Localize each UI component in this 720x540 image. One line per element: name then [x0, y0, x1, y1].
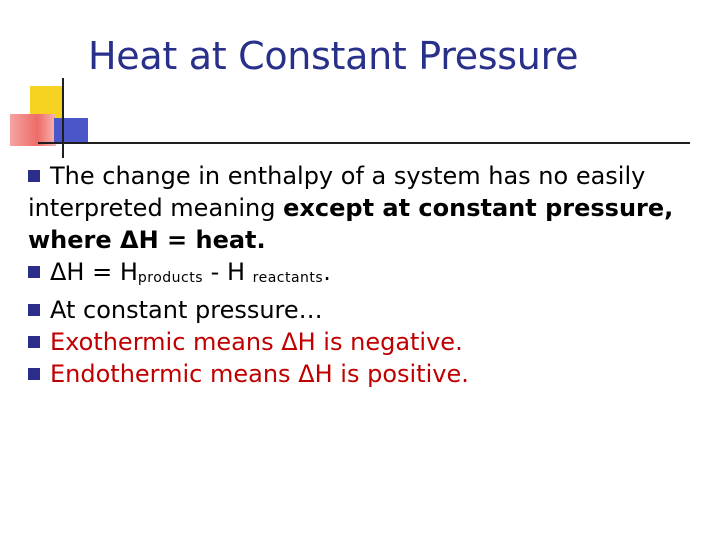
bullet-item-constant-pressure: [28, 294, 678, 326]
bullet-icon: [28, 266, 40, 278]
equation-period: .: [323, 258, 331, 286]
bullet-icon: [28, 368, 40, 380]
bullet-item-enthalpy: [28, 160, 678, 256]
reactants-subscript: reactants: [252, 270, 324, 286]
bullet-item-exothermic: [28, 326, 678, 358]
products-subscript: products: [137, 270, 204, 286]
bullet-item-delta-h: [28, 256, 678, 294]
minus-h-text: - H: [203, 258, 245, 286]
bullet-icon: [28, 170, 40, 182]
bullet-text-bold: except at constant pressure, where ΔH = heat.: [28, 194, 674, 254]
slide-title: Heat at Constant Pressure: [88, 34, 579, 78]
decorative-vertical-line: [62, 78, 64, 158]
slide-body: [28, 160, 678, 390]
bullet-text: Endothermic means ΔH is positive.: [50, 360, 469, 388]
decorative-blue-block: [54, 118, 88, 144]
bullet-text: Exothermic means ΔH is negative.: [50, 328, 463, 356]
bullet-text: At constant pressure…: [50, 296, 323, 324]
bullet-icon: [28, 304, 40, 316]
delta-h-equation: ΔH = H: [50, 258, 138, 286]
title-underline: [38, 142, 690, 144]
bullet-text-plain: The change in enthalpy of a system has no easily interpreted meaning: [28, 162, 646, 222]
bullet-item-endothermic: [28, 358, 678, 390]
bullet-icon: [28, 336, 40, 348]
